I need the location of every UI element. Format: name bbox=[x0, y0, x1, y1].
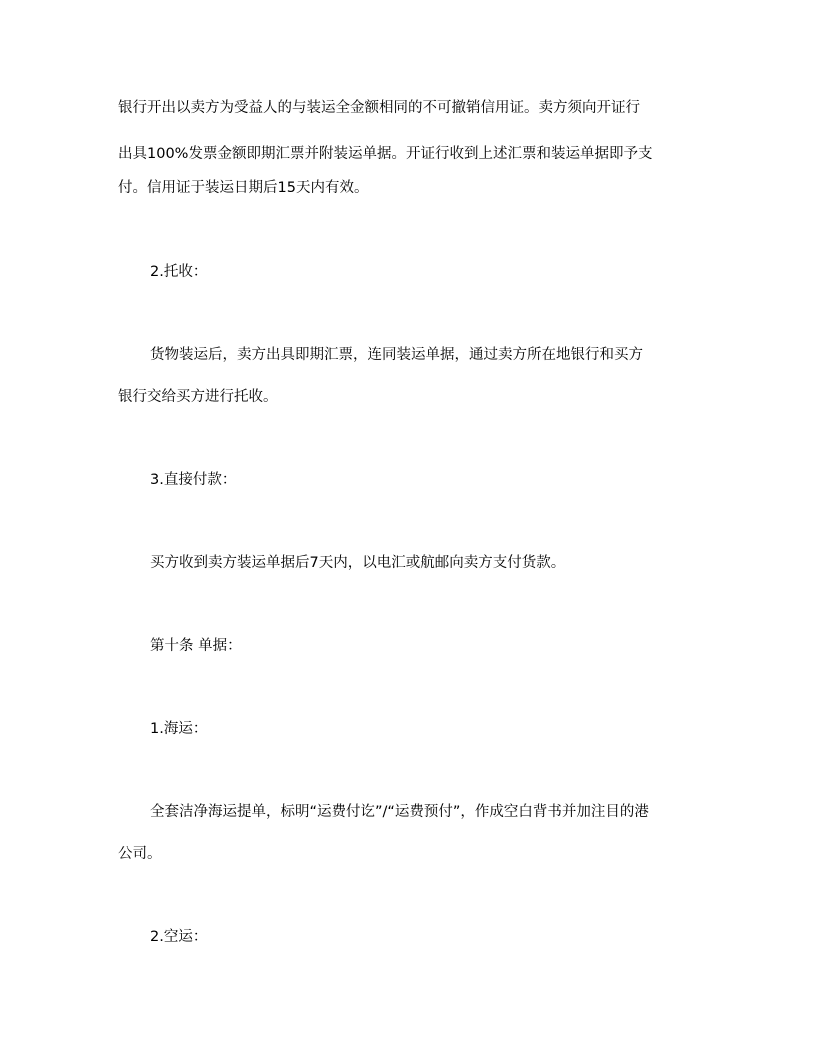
heading-air-transport bbox=[118, 917, 730, 957]
text-line: 付。信用证于装运日期后15天内有效。 bbox=[118, 180, 369, 196]
text-line: 3.直接付款： bbox=[150, 472, 237, 488]
paragraph-direct-payment bbox=[118, 543, 730, 583]
heading-direct-payment bbox=[118, 460, 730, 500]
text-line: 银行交给买方进行托收。 bbox=[118, 389, 278, 405]
heading-sea-transport bbox=[118, 709, 730, 749]
text-line: 1.海运： bbox=[150, 721, 208, 737]
text-line: 2.空运： bbox=[150, 929, 208, 945]
heading-collection bbox=[118, 252, 730, 292]
text-line: 买方收到卖方装运单据后7天内，以电汇或航邮向卖方支付货款。 bbox=[150, 555, 566, 571]
text-line: 出具100%发票金额即期汇票并附装运单据。开证行收到上述汇票和装运单据即予支 bbox=[118, 146, 653, 162]
text-line: 2.托收： bbox=[150, 264, 208, 280]
text-line: 第十条 单据： bbox=[150, 638, 242, 654]
paragraph-sea-transport bbox=[118, 792, 698, 874]
text-line: 全套洁净海运提单，标明“运费付讫”/“运费预付”，作成空白背书并加注目的港 bbox=[150, 804, 649, 820]
paragraph-lc-terms bbox=[118, 88, 698, 208]
heading-article-ten bbox=[118, 626, 730, 666]
text-line: 货物装运后，卖方出具即期汇票，连同装运单据，通过卖方所在地银行和买方 bbox=[150, 347, 643, 363]
text-line: 公司。 bbox=[118, 846, 162, 862]
text-line: 银行开出以卖方为受益人的与装运全金额相同的不可撤销信用证。卖方须向开证行 bbox=[118, 100, 640, 116]
paragraph-collection bbox=[118, 335, 698, 417]
